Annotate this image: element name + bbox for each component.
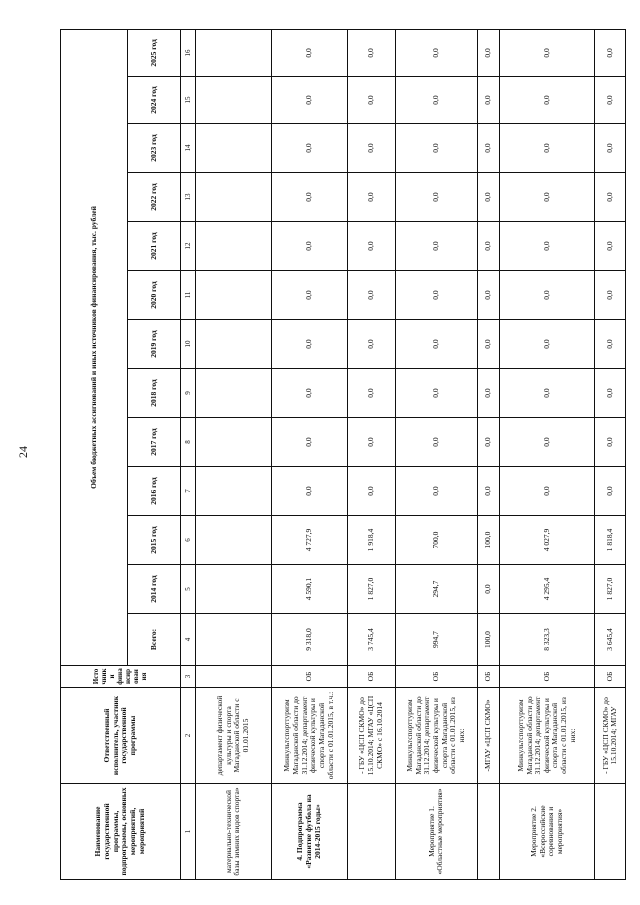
row-source: ОБ	[395, 666, 478, 688]
row-value: 0,0	[499, 320, 595, 369]
row-value: 0,0	[347, 77, 395, 124]
row-value: 0,0	[271, 418, 347, 467]
row-executor: - ГБУ «ЦСП СКМО» до 15.10.2014; МГАУ «ЦСП СКМО» с 16.10.2014	[347, 688, 395, 784]
row-value: 0,0	[347, 222, 395, 271]
row-value: 0,0	[595, 467, 626, 516]
column-number: 10	[180, 320, 195, 369]
row-value: 0,0	[347, 369, 395, 418]
row-value: 0,0	[347, 29, 395, 76]
header-year: 2020 год	[128, 271, 180, 320]
row-value: 0,0	[395, 124, 478, 173]
header-year: 2019 год	[128, 320, 180, 369]
row-value: 0,0	[395, 29, 478, 76]
row-value: 0,0	[478, 173, 500, 222]
row-value: 0,0	[499, 467, 595, 516]
column-number: 12	[180, 222, 195, 271]
column-number: 6	[180, 516, 195, 565]
row-value	[195, 418, 271, 467]
row-total: 8 323,3	[499, 614, 595, 666]
row-executor: Минкультспорттуризм Магаданской области до 31.12.2014; департамент физической культуры и спорта Магаданской области с 01.01.2015, в т.ч.:	[271, 688, 347, 784]
column-number-row	[180, 29, 195, 879]
header-source: Источники финансирования	[61, 666, 181, 688]
header-year: 2024 год	[128, 77, 180, 124]
row-value: 0,0	[271, 271, 347, 320]
row-source: ОБ	[478, 666, 500, 688]
row-value	[195, 565, 271, 614]
row-source: ОБ	[271, 666, 347, 688]
table-row	[271, 29, 347, 879]
column-number: 1	[180, 784, 195, 880]
row-value: 0,0	[395, 271, 478, 320]
table-body	[61, 29, 626, 879]
row-value: 1 827,0	[595, 565, 626, 614]
row-value: 0,0	[271, 467, 347, 516]
row-value: 0,0	[271, 173, 347, 222]
row-name	[595, 784, 626, 880]
header-total: Всего:	[128, 614, 180, 666]
row-value: 0,0	[595, 77, 626, 124]
row-executor: -МГАУ «ЦСП СКМО»	[478, 688, 500, 784]
row-total	[195, 614, 271, 666]
row-value: 1 827,0	[347, 565, 395, 614]
row-value	[195, 320, 271, 369]
row-value: 294,7	[395, 565, 478, 614]
row-executor: Минкультспорттуризм Магаданской области до 31.12.2014; департамент физической культуры и спорта Магаданской области с 01.01.2015, из них:	[499, 688, 595, 784]
header-executor: Ответственный исполнитель, участник государственной программы	[61, 688, 181, 784]
row-name	[347, 784, 395, 880]
header-name: Наименование государственной программы, подпрограммы, основных мероприятий, мероприятий	[61, 784, 181, 880]
row-value: 4 590,1	[271, 565, 347, 614]
row-value: 0,0	[395, 369, 478, 418]
row-value	[195, 271, 271, 320]
row-value: 0,0	[499, 77, 595, 124]
row-value: 0,0	[395, 467, 478, 516]
column-number: 16	[180, 29, 195, 76]
header-year: 2015 год	[128, 516, 180, 565]
row-value: 0,0	[478, 565, 500, 614]
rotated-table-container	[60, 30, 626, 880]
row-name: 4. Подпрограмма «Развитие футбола на 2014-2015 годы»	[271, 784, 347, 880]
row-value: 4 727,9	[271, 516, 347, 565]
column-number: 9	[180, 369, 195, 418]
column-number: 5	[180, 565, 195, 614]
header-year: 2017 год	[128, 418, 180, 467]
row-value: 1 818,4	[595, 516, 626, 565]
row-value: 0,0	[347, 418, 395, 467]
row-value: 0,0	[595, 418, 626, 467]
header-year: 2014 год	[128, 565, 180, 614]
row-value	[195, 29, 271, 76]
row-value: 0,0	[395, 222, 478, 271]
row-value: 0,0	[347, 173, 395, 222]
row-value: 0,0	[595, 320, 626, 369]
row-name	[478, 784, 500, 880]
row-executor: департамент физической культуры и спорта Магаданской области с 01.01.2015	[195, 688, 271, 784]
row-value: 0,0	[478, 124, 500, 173]
row-value: 0,0	[478, 369, 500, 418]
row-total: 3 745,4	[347, 614, 395, 666]
row-value: 0,0	[478, 467, 500, 516]
column-number: 15	[180, 77, 195, 124]
column-number: 3	[180, 666, 195, 688]
row-value: 0,0	[271, 320, 347, 369]
column-number: 7	[180, 467, 195, 516]
row-value: 0,0	[499, 369, 595, 418]
row-value	[195, 77, 271, 124]
header-year: 2025 год	[128, 29, 180, 76]
row-value: 0,0	[395, 173, 478, 222]
row-value	[195, 222, 271, 271]
row-value	[195, 173, 271, 222]
header-funding-span: Объем бюджетных ассигнований и иных источников финансирования, тыс. рублей	[61, 29, 128, 665]
row-value: 0,0	[478, 29, 500, 76]
row-value: 4 295,4	[499, 565, 595, 614]
column-number: 13	[180, 173, 195, 222]
column-number: 8	[180, 418, 195, 467]
row-value: 0,0	[595, 222, 626, 271]
table-row	[499, 29, 595, 879]
row-total: 100,0	[478, 614, 500, 666]
row-value: 0,0	[595, 271, 626, 320]
row-source: ОБ	[347, 666, 395, 688]
row-total: 3 645,4	[595, 614, 626, 666]
row-executor: Минкультспорттуризм Магаданской области до 31.12.2014; департамент физической культуры и спорта Магаданской области с 01.01.2015, из них:	[395, 688, 478, 784]
row-value: 0,0	[347, 271, 395, 320]
column-number: 11	[180, 271, 195, 320]
table-row	[478, 29, 500, 879]
row-name: материально-технической базы зимних видов спорта»	[195, 784, 271, 880]
row-source	[195, 666, 271, 688]
column-number: 2	[180, 688, 195, 784]
column-number: 4	[180, 614, 195, 666]
row-value: 0,0	[499, 418, 595, 467]
row-name: Мероприятие 1. «Областные мероприятия»	[395, 784, 478, 880]
row-value: 700,0	[395, 516, 478, 565]
row-value: 0,0	[595, 173, 626, 222]
row-value: 4 027,9	[499, 516, 595, 565]
header-year: 2018 год	[128, 369, 180, 418]
row-value: 0,0	[499, 29, 595, 76]
table-row	[195, 29, 271, 879]
row-value: 0,0	[478, 77, 500, 124]
budget-table	[60, 29, 626, 880]
row-value: 0,0	[271, 369, 347, 418]
row-value: 0,0	[499, 124, 595, 173]
header-row-1	[61, 29, 128, 879]
row-name: Мероприятие 2. «Всероссийские соревнования и мероприятия»	[499, 784, 595, 880]
row-value: 0,0	[395, 320, 478, 369]
row-value: 0,0	[595, 29, 626, 76]
table-row	[395, 29, 478, 879]
row-value: 0,0	[347, 320, 395, 369]
table-row	[595, 29, 626, 879]
row-value	[195, 124, 271, 173]
column-number: 14	[180, 124, 195, 173]
row-source: ОБ	[499, 666, 595, 688]
row-value: 0,0	[271, 222, 347, 271]
row-value	[195, 467, 271, 516]
row-value: 0,0	[499, 173, 595, 222]
row-value: 0,0	[478, 222, 500, 271]
row-value: 0,0	[595, 369, 626, 418]
row-value: 0,0	[395, 418, 478, 467]
row-value: 0,0	[595, 124, 626, 173]
row-value: 0,0	[499, 271, 595, 320]
row-value	[195, 516, 271, 565]
row-value: 0,0	[271, 77, 347, 124]
row-value: 0,0	[347, 124, 395, 173]
header-year: 2021 год	[128, 222, 180, 271]
header-year: 2016 год	[128, 467, 180, 516]
row-total: 994,7	[395, 614, 478, 666]
row-total: 9 318,0	[271, 614, 347, 666]
row-value: 0,0	[478, 418, 500, 467]
page-number: 24	[16, 446, 30, 458]
row-value: 0,0	[347, 467, 395, 516]
row-value: 0,0	[499, 222, 595, 271]
row-value: 0,0	[478, 271, 500, 320]
table-row	[347, 29, 395, 879]
header-year: 2023 год	[128, 124, 180, 173]
row-value	[195, 369, 271, 418]
row-source: ОБ	[595, 666, 626, 688]
row-value: 0,0	[271, 29, 347, 76]
row-value: 100,0	[478, 516, 500, 565]
row-executor: - ГБУ «ЦСП СКМО» до 15.10.2014; МГАУ	[595, 688, 626, 784]
row-value: 0,0	[478, 320, 500, 369]
row-value: 1 918,4	[347, 516, 395, 565]
header-year: 2022 год	[128, 173, 180, 222]
row-value: 0,0	[271, 124, 347, 173]
row-value: 0,0	[395, 77, 478, 124]
